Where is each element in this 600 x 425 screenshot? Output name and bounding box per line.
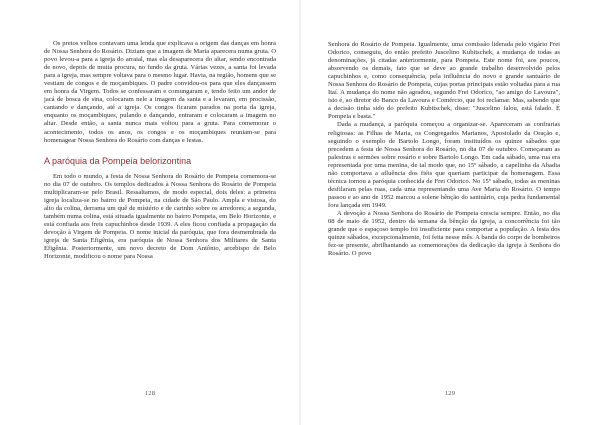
right-text-block xyxy=(328,41,560,258)
left-text-block xyxy=(44,40,276,261)
left-paragraph-2: Em todo o mundo, a festa de Nossa Senhora do Rosário de Pompeia comemora-se no dia 07 de outubro. Os templos dedicados à Nossa Senhora do Rosário de Pompeia multiplicaram-se pelo Brasil. Ressaltamos, de modo especial, dois deles: a primeira igreja localiza-se no bairro de Pompeia, na cidade de São Paulo. Ampla e vistosa, do alto da colina, derrama um quê de místério e de carinho sobre os arredores; a segunda, também numa colina, está situada igualmente no bairro Pompeia, em Belo Horizonte, e está confiada aos freis capuchinhos desde 1939. A eles ficou confiada a propagação da devoção à Virgem de Pompeia. O nome inicial da paróquia, que fora desmembrada da igreja de Santa Efigênia, era paróquia de Nossa Senhora dos Militares de Santa Efigênia. Posteriormente, um novo decreto de Dom Antônio, arcebispo de Belo Horizonte, modificou o nome para Nossa xyxy=(44,172,276,261)
right-paragraph-1: Senhora do Rosário de Pompeia. Igualmente, uma comissão liderada pelo vigário Frei Odorico, conseguiu, do então prefeito Juscelino Kubitschek, a mudança de todas as denominações, já citadas anteriormente, para Pompeia. Este nome foi, aos poucos, absorvendo os demais, fato que se deve ao grande trabalho desenvolvido pelos capuchinhos e, como consequência, pela influência do novo e grande santuário de Nossa Senhora do Rosário de Pompeia, cujas portas principais estão voltadas para a rua Itaí. A mudança do nome não agradou, segundo Frei Odorico, "ao amigo do Lavoura", isto é, ao diretor do Banco da Lavoura e Comércio, que foi reclamar. Mas, sabendo que a decisão tinha sido do prefeito Kubitschek, disse: "Juscelino falou, está falado. É Pompeia e basta." xyxy=(328,41,560,121)
left-page-number: 128 xyxy=(144,390,156,397)
right-page xyxy=(300,0,600,425)
section-heading: A paróquia da Pompeia belorizontina xyxy=(44,155,192,166)
right-paragraph-2: Dada a mudança, a paróquia começou a organizar-se. Apareceram as confrarias religiosas: as Filhas de Maria, os Congregados Marianos, Apostolado da Oração e, seguindo o exemplo de Bartolo Longo, foram instituídos os quinze sábados que precedem a festa de Nossa Senhora do Rosário, no dia 07 de outubro. Começaram as palestras e sermões sobre rosário e sobre Bartolo Longo. Em cada sábado, uma rua era representada por uma menina, de tal modo que, no 15º sábado, a capelinha da Abadia não comportava a afluência dos fiéis que queriam participar da homenagem. Essa técnica tornou a paróquia conhecida de Frei Odorico. No 15º sábado, todas as meninas desfilaram pelas ruas, cada uma representando uma Ave Maria do Rosário. O tempo passou e ao ano de 1952 marcou a solene bênção do santuário, cuja pedra fundamental fora lançada em 1949. xyxy=(328,121,560,209)
left-paragraph-1: Os pretos velhos contavam uma lenda que explicava a origem das danças em honra de Nossa Senhora do Rosário. Diziam que a imagem de Maria aparecera numa gruta. O povo levou-a para a igreja do arraial, mas ela desaparecera do altar, sendo encontrada de novo, depois de muita procura, no fundo da gruta. Várias vezes, a santa foi levada para a igreja, mas sempre voltava para o mesmo lugar. Havia, na região, homens que se vestiam de congos e de moçambiques. O padre convidou-os para que eles dançassem em honra da Virgem. Todos se confessaram e comungaram e, tendo feito um andor de jacá de bosca de sina, colocaram nele a imagem da santa e a levaram, em procissão, cantando e dançando, até a igreja. Os congos ficaram parados na porta da igreja, enquanto os moçambiques, pulando e dançando, entraram e colocaram a imagem no altar. Desde então, a santa nunca mais voltou para a gruta. Para comemorar o acontecimento, todos os anos, os congos e os moçambiques reuniam-se para homenagear Nossa Senhora do Rosário com danças e festas. xyxy=(44,40,276,144)
right-page-number: 129 xyxy=(444,390,456,397)
right-paragraph-3: A devoção a Nossa Senhora do Rosário de Pompeia crescia sempre. Então, no dia 08 de maio de 1952, dentro da semana da bênção da igreja, a concorrência foi tão grande que o espaçoso templo foi insuficiente para comportar a população. A festa dos quinze sábados, excepcionalmente, foi feita nesse mês. A banda do corpo de bombeiros fez-se presente, abrilhantando as comemorações da dedicação da igreja à Senhora do Rosário. O povo xyxy=(328,209,560,258)
